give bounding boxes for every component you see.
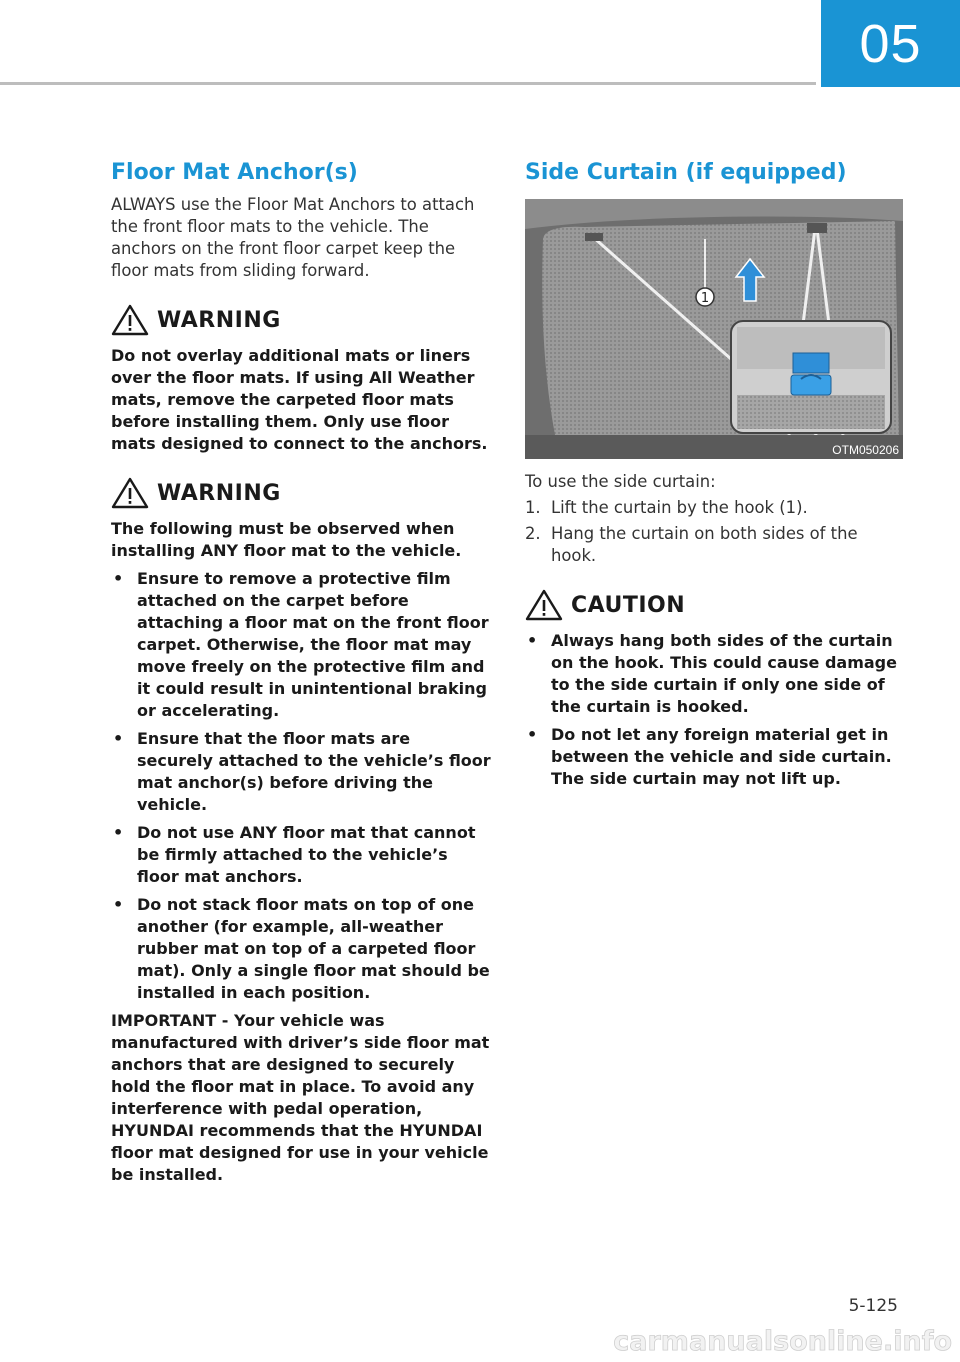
- left-column: [111, 160, 491, 1186]
- important-note: IMPORTANT - Your vehicle was manufactured with driver’s side floor mat anchors that are designed to securely hold the floor mat in place. To avoid any interference with pedal operation, HYUNDAI recommends that the HYUNDAI floor mat designed for use in your vehicle be installed.: [111, 1011, 490, 1184]
- warning-1-text: Do not overlay additional mats or liners over the floor mats. If using All Weather mats, remove the carpeted floor mats before installing them. Only use floor mats designed to connect to the anchors.: [111, 346, 488, 453]
- caution-heading: [525, 589, 903, 621]
- side-curtain-illustration: [525, 199, 903, 459]
- list-item: [525, 497, 903, 519]
- list-item: • Do not use ANY floor mat that cannot be firmly attached to the vehicle’s floor mat anchors.: [111, 822, 491, 888]
- list-item: • Do not let any foreign material get in between the vehicle and side curtain. The side curtain may not lift up.: [525, 724, 903, 790]
- warning-triangle-icon: [111, 304, 149, 336]
- caution-bullets: [525, 630, 903, 790]
- list-item: • Ensure that the floor mats are securely attached to the vehicle’s floor mat anchor(s) before driving the vehicle.: [111, 728, 491, 816]
- warning-triangle-icon: [111, 477, 149, 509]
- warning-1-label: WARNING: [157, 307, 281, 333]
- list-item: • Do not stack floor mats on top of one another (for example, all-weather rubber mat on top of a carpeted floor mat). Only a single floor mat should be installed in each position.: [111, 894, 491, 1004]
- header-rule: [0, 82, 816, 85]
- step-text: Hang the curtain on both sides of the hook.: [551, 524, 858, 565]
- side-curtain-title: Side Curtain (if equipped): [525, 160, 847, 185]
- warning-triangle-icon: [525, 589, 563, 621]
- watermark-logo: [610, 1318, 960, 1362]
- step-number: 2.: [525, 524, 541, 543]
- list-item: • Always hang both sides of the curtain on the hook. This could cause damage to the side curtain if only one side of the curtain is hooked.: [525, 630, 903, 718]
- side-curtain-steps: [525, 497, 903, 567]
- page-number: 5-125: [848, 1296, 898, 1316]
- warning-2-text: The following must be observed when installing ANY floor mat to the vehicle.: [111, 519, 462, 560]
- step-text: Lift the curtain by the hook (1).: [551, 498, 808, 517]
- right-column: [525, 160, 903, 796]
- list-item: [525, 523, 903, 567]
- warning-1-heading: [111, 304, 491, 336]
- floor-mat-title: Floor Mat Anchor(s): [111, 160, 358, 185]
- chapter-tab: 05: [821, 0, 960, 87]
- figure-code: OTM050206: [832, 443, 899, 457]
- watermark-text: carmanualsonline.info: [613, 1326, 952, 1357]
- side-curtain-figure: [525, 199, 903, 459]
- warning-2-bullets: [111, 568, 491, 1004]
- side-curtain-intro: To use the side curtain:: [525, 472, 716, 491]
- warning-2-heading: [111, 477, 491, 509]
- warning-2-label: WARNING: [157, 480, 281, 506]
- callout-label: 1: [700, 291, 710, 306]
- floor-mat-intro: ALWAYS use the Floor Mat Anchors to attach the front floor mats to the vehicle. The anchors on the front floor carpet keep the floor mats from sliding forward.: [111, 195, 475, 280]
- list-item: • Ensure to remove a protective film attached on the carpet before attaching a floor mat on the front floor carpet. Otherwise, the floor mat may move freely on the protective film and it could result in unintentional braking or accelerating.: [111, 568, 491, 722]
- step-number: 1.: [525, 498, 541, 517]
- caution-label: CAUTION: [571, 592, 686, 618]
